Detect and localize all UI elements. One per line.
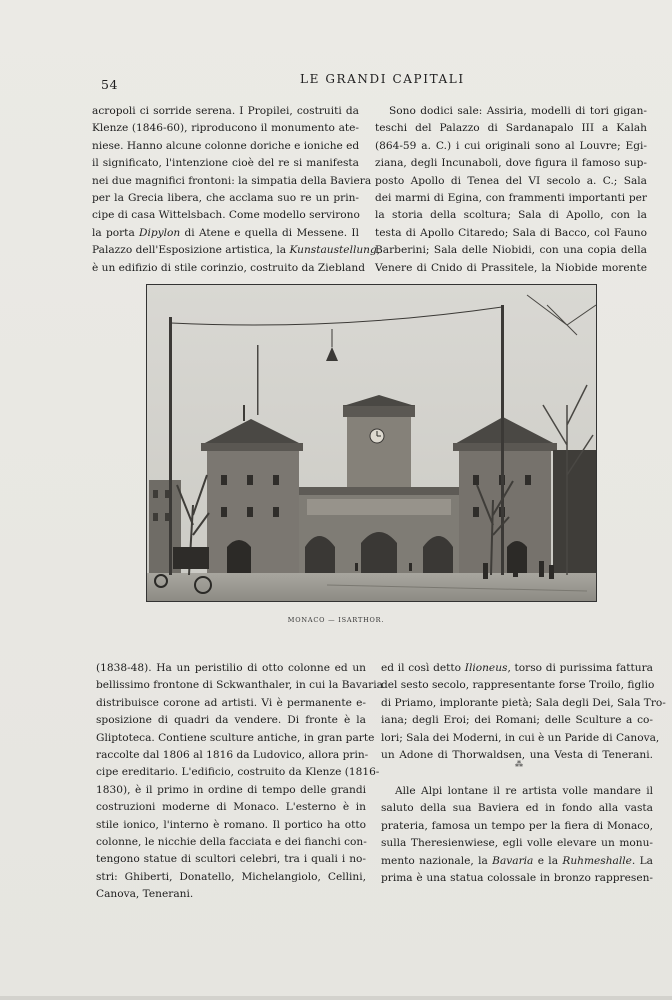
text-line: saluto della sua Baviera ed in fondo alla vasta bbox=[381, 802, 653, 815]
text-run: Palazzo dell'Esposizione artistica, la bbox=[92, 244, 290, 257]
text-column-top-left bbox=[92, 103, 381, 277]
text-line: Klenze (1846-60), riproducono il monumento ate- bbox=[92, 122, 359, 135]
text-line: costruzioni moderne di Monaco. L'esterno è in bbox=[96, 801, 366, 814]
text-line bbox=[92, 225, 359, 242]
text-line: la storia della scoltura; Sala di Apollo, con la bbox=[375, 209, 647, 222]
text-line: sposizione di quadri da vendere. Di fronte è la bbox=[96, 714, 366, 727]
page-edge bbox=[0, 996, 672, 1000]
text-line: niese. Hanno alcune colonne doriche e ioniche ed bbox=[92, 139, 360, 152]
text-line: distribuisce corone ad artisti. Vi è permanente e- bbox=[96, 696, 366, 709]
text-line: acropoli ci sorride serena. I Propilei, costruiti da bbox=[92, 105, 359, 117]
running-head: LE GRANDI CAPITALI bbox=[300, 72, 465, 86]
text-run: e la bbox=[533, 854, 563, 867]
text-line bbox=[381, 660, 653, 677]
text-line: dei marmi di Egina, con frammenti importanti per bbox=[375, 192, 647, 205]
text-run: la porta bbox=[92, 226, 140, 239]
text-line: cipe ereditario. L'edificio, costruito da Klenze (1816- bbox=[96, 766, 380, 779]
text-line: (864-59 a. C.) i cui originali sono al Louvre; Egi- bbox=[375, 139, 647, 152]
text-line: ziana, degli Incunaboli, dove figura il famoso sup- bbox=[375, 157, 647, 170]
text-line: il significato, l'intenzione cioè del re si manifesta bbox=[92, 157, 359, 170]
text-run: , torso di purissima fattura bbox=[507, 662, 653, 674]
text-line: Canova, Tenerani. bbox=[96, 888, 194, 901]
text-line: lori; Sala dei Moderni, in cui è un Paride di Canova, bbox=[381, 731, 660, 744]
text-line: di Priamo, implorante pietà; Sala degli Dei, Sala Tro- bbox=[381, 696, 666, 709]
italic-term: Ruhmeshalle. bbox=[562, 854, 636, 867]
text-line: bellissimo frontone di Sckwanthaler, in cui la Bavaria bbox=[96, 679, 383, 692]
text-line: tengono statue di scultori celebri, tra i quali i no- bbox=[96, 853, 366, 866]
text-line: colonne, le nicchie della facciata e dei fianchi con- bbox=[96, 836, 367, 849]
text-line: sulla Theresienwiese, egli volle elevare un monu- bbox=[381, 837, 653, 850]
text-line: iana; degli Eroi; dei Romani; delle Sculture a co- bbox=[381, 714, 653, 727]
text-line: raccolte dal 1806 al 1816 da Ludovico, allora prin- bbox=[96, 749, 369, 762]
text-line: stri: Ghiberti, Donatello, Michelangiolo, Cellini, bbox=[96, 870, 366, 883]
page-number: 54 bbox=[101, 77, 118, 92]
text-line: testa di Apollo Citaredo; Sala di Bacco, col Fauno bbox=[375, 226, 647, 239]
text-line: prateria, famosa un tempo per la fiera di Monaco, bbox=[381, 819, 653, 832]
italic-term: Dipylon bbox=[139, 226, 181, 239]
text-run: ed il così detto bbox=[381, 662, 465, 674]
text-column-top-right bbox=[375, 103, 647, 277]
figure-caption: MONACO — ISARTHOR. bbox=[287, 616, 385, 624]
text-line: del sesto secolo, rappresentante forse Troilo, figlio bbox=[381, 679, 655, 692]
text-line: Gliptoteca. Contiene sculture antiche, in gran parte bbox=[96, 731, 375, 744]
isarthor-illustration bbox=[147, 285, 596, 601]
text-run: di Atene e quella di Messene. Il bbox=[180, 226, 359, 239]
text-line: posto Apollo di Tenea del VI secolo a. C.; Sala bbox=[375, 174, 647, 187]
text-line bbox=[381, 853, 653, 870]
text-line: per la Grecia libera, che acclama suo re un prin- bbox=[92, 192, 359, 205]
text-line: prima è una statua colossale in bronzo rappresen- bbox=[381, 872, 653, 885]
text-line: 1830), è il primo in ordine di tempo delle grandi bbox=[96, 783, 366, 796]
text-column-bottom-right-continued bbox=[381, 783, 653, 887]
text-line: Alle Alpi lontane il re artista volle mandare il bbox=[395, 785, 653, 797]
text-line: Sono dodici sale: Assiria, modelli di tori gigan- bbox=[389, 105, 647, 117]
section-separator: ⁂ bbox=[515, 760, 523, 769]
text-line: Barberini; Sala delle Niobidi, con una copia della bbox=[375, 244, 647, 257]
italic-term: Kunstaustellung, bbox=[289, 244, 381, 257]
isarthor-photograph bbox=[146, 284, 597, 602]
text-line: Venere di Cnido di Prassitele, la Niobide morente bbox=[375, 261, 647, 274]
italic-term: Ilioneus bbox=[464, 662, 508, 674]
text-line: teschi del Palazzo di Sardanapalo III a Kalah bbox=[375, 122, 647, 135]
text-line: cipe di casa Wittelsbach. Come modello servirono bbox=[92, 209, 360, 222]
text-line: stile ionico, l'interno è romano. Il portico ha otto bbox=[96, 818, 366, 831]
text-column-bottom-right bbox=[381, 660, 666, 764]
text-run: La bbox=[635, 854, 653, 867]
text-line: un Adone di Thorwaldsen, una Vesta di Tenerani. bbox=[381, 749, 653, 762]
text-line: è un edifizio di stile corinzio, costruito da Ziebland bbox=[92, 261, 366, 274]
text-run: mento nazionale, la bbox=[381, 854, 493, 867]
text-column-bottom-left bbox=[96, 660, 383, 904]
text-line bbox=[92, 242, 381, 259]
text-line: nei due magnifici frontoni: la simpatia della Baviera bbox=[92, 174, 372, 187]
text-line: (1838-48). Ha un peristilio di otto colonne ed un bbox=[96, 662, 366, 674]
italic-term: Bavaria bbox=[492, 854, 534, 867]
